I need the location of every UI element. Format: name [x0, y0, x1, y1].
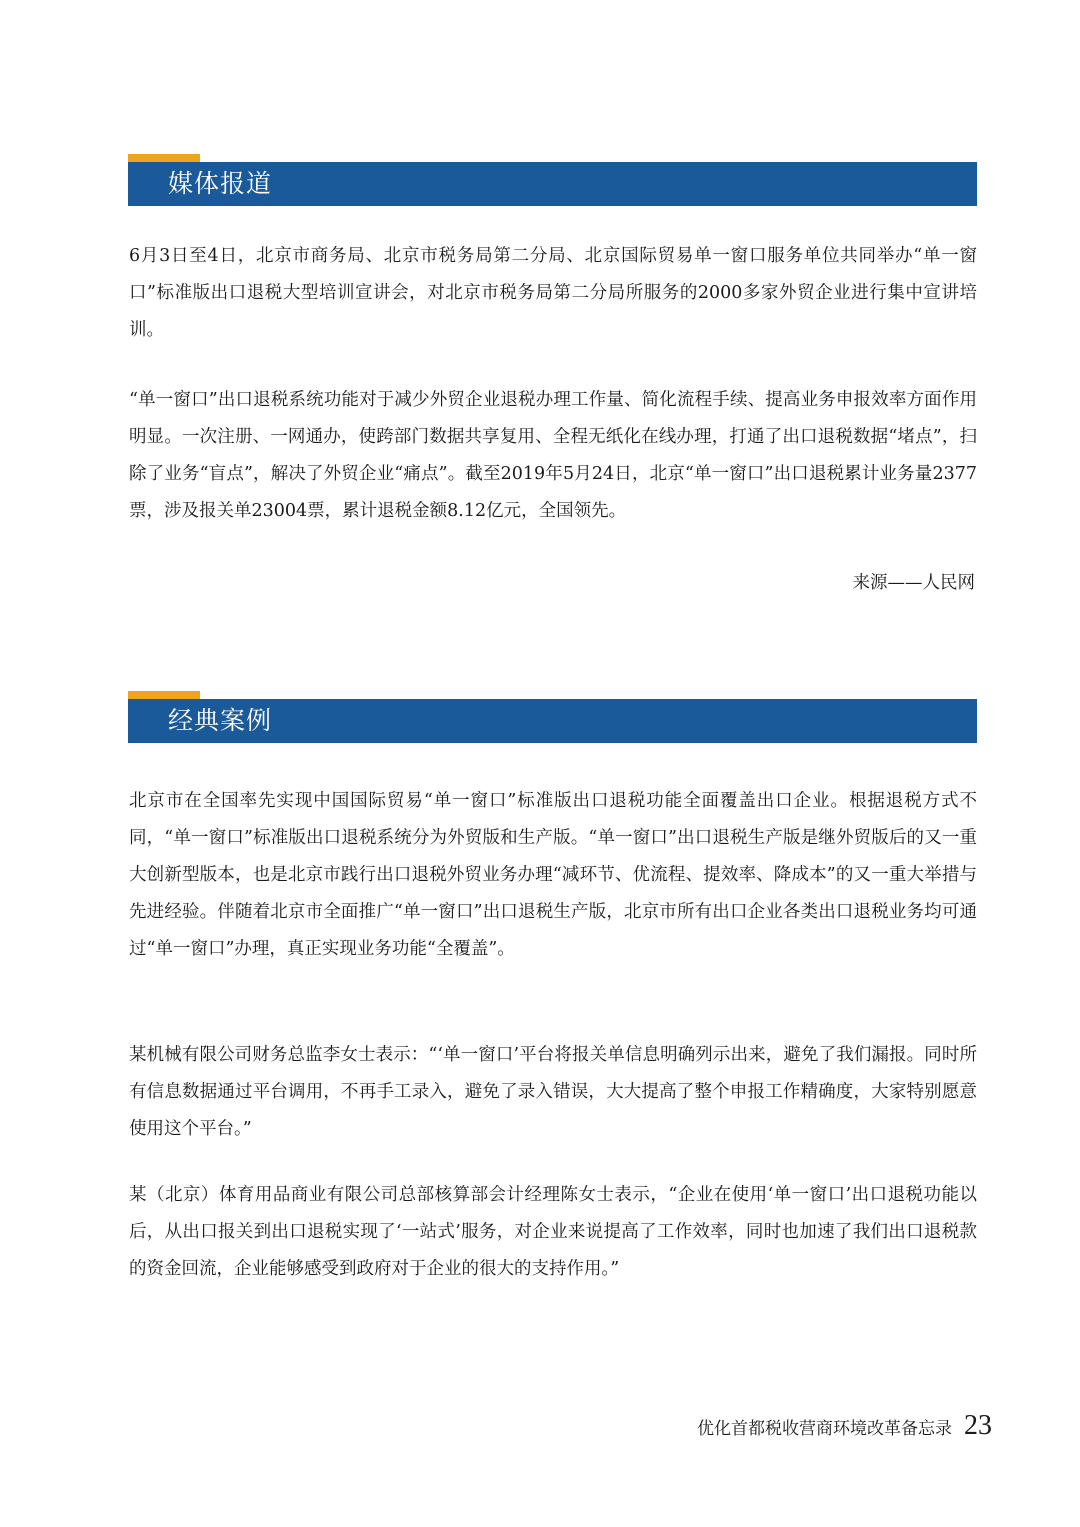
section-header-classic-cases	[128, 699, 977, 743]
header-accent-bar	[128, 154, 200, 162]
paragraph: 北京市在全国率先实现中国国际贸易“单一窗口”标准版出口退税功能全面覆盖出口企业。根据退税方式不同，“单一窗口”标准版出口退税系统分为外贸版和生产版。“单一窗口”出口退税生产版是继外贸版后的又一重大创新型版本，也是北京市践行出口退税外贸业务办理“减环节、优流程、提效率、降成本”的又一重大举措与先进经验。伴随着北京市全面推广“单一窗口”出口退税生产版，北京市所有出口企业各类出口退税业务均可通过“单一窗口”办理，真正实现业务功能“全覆盖”。	[129, 791, 977, 959]
section-header-media-report	[128, 162, 977, 206]
header-accent-bar	[128, 691, 200, 699]
footer-document-title: 优化首都税收营商环境改革备忘录	[697, 1419, 952, 1439]
paragraph: “单一窗口”出口退税系统功能对于减少外贸企业退税办理工作量、简化流程手续、提高业务申报效率方面作用明显。一次注册、一网通办，使跨部门数据共享复用、全程无纸化在线办理，打通了出口退税数据“堵点”，扫除了业务“盲点”，解决了外贸企业“痛点”。截至2019年5月24日，北京“单一窗口”出口退税累计业务量2377票，涉及报关单23004票，累计退税金额8.12亿元，全国领先。	[129, 390, 977, 521]
paragraph: 6月3日至4日，北京市商务局、北京市税务局第二分局、北京国际贸易单一窗口服务单位共同举办“单一窗口”标准版出口退税大型培训宣讲会，对北京市税务局第二分局所服务的2000多家外贸企业进行集中宣讲培训。	[129, 246, 977, 340]
section-title: 经典案例	[168, 706, 273, 735]
page-number: 23	[964, 1410, 992, 1441]
section-title: 媒体报道	[168, 169, 273, 198]
source-credit: 来源——人民网	[852, 573, 975, 593]
paragraph: 某（北京）体育用品商业有限公司总部核算部会计经理陈女士表示，“企业在使用‘单一窗口’出口退税功能以后，从出口报关到出口退税实现了‘一站式’服务，对企业来说提高了工作效率，同时也加速了我们出口退税款的资金回流，企业能够感受到政府对于企业的很大的支持作用。”	[129, 1185, 977, 1279]
page-footer	[697, 1410, 992, 1442]
paragraph: 某机械有限公司财务总监李女士表示：“‘单一窗口’平台将报关单信息明确列示出来，避免了我们漏报。同时所有信息数据通过平台调用，不再手工录入，避免了录入错误，大大提高了整个申报工作精确度，大家特别愿意使用这个平台。”	[129, 1045, 977, 1139]
